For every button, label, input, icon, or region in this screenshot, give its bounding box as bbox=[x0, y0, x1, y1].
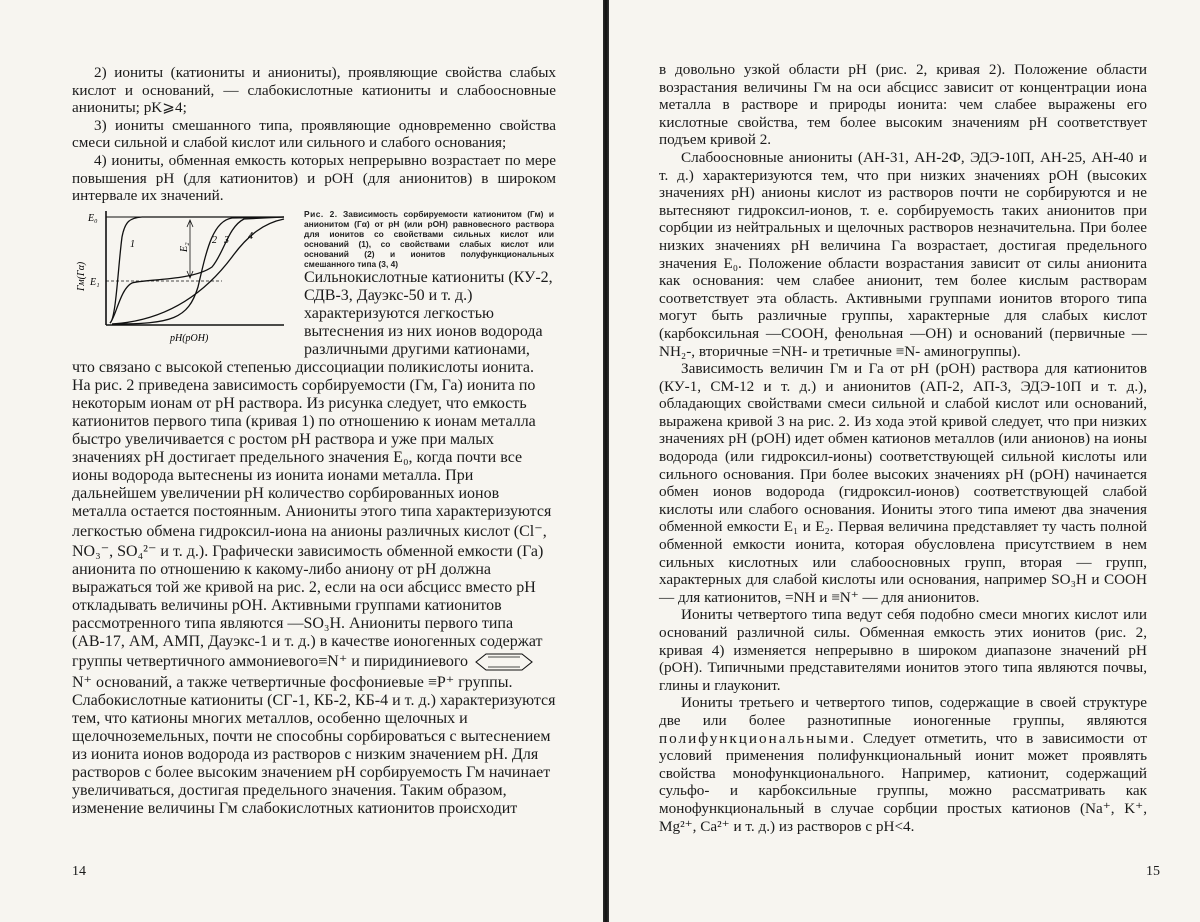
paragraph: 4) иониты, обменная емкость которых непрерывно возрастает по мере повышения pH (для катионитов) и pOH (для анионитов) в широком интервале их значений. bbox=[72, 151, 556, 205]
span-label-e2: E₂ bbox=[179, 242, 190, 252]
paragraph-text-continued: . Следует отметить, что в зависимости от условий применения полифункциональный ионит может проявлять свойства монофункционального. Например, катионит, содержащий сульфо- и карбоксильные группы, можно рассматривать как монофункциональный в случае сорбции простых катионов (Na⁺, K⁺, Mg²⁺, Ca²⁺ и т. д.) из растворов с pH<4. bbox=[659, 729, 1147, 835]
caption-text: Зависимость сорбируемости катионитом (Гм) и анионитом (Гα) от pH (или pOH) равновесного раствора для ионитов со свойствами сильных кислот или оснований (1), со свойствами слабых кислот или оснований (2) и ионитов полуфункциональных смешанного типа (3, 4) bbox=[304, 208, 554, 269]
left-text-column bbox=[72, 64, 556, 818]
paragraph: Иониты четвертого типа ведут себя подобно смеси многих кислот или оснований различной силы. Обменная емкость этих ионитов (рис. 2, кривая 4) изменяется непрерывно в широком диапазоне значений pH (pOH). Типичными представителями ионитов этого типа являются почвы, глины и глауконит. bbox=[659, 606, 1147, 694]
paragraph: 2) иониты (катиониты и аниониты), проявляющие свойства слабых кислот и оснований, — слабокислотные катиониты и слабоосновные аниониты; pK⩾4; bbox=[72, 64, 556, 117]
page-number-left: 14 bbox=[72, 864, 86, 879]
page-number-right: 15 bbox=[1146, 864, 1160, 879]
y-axis-label: Гм(Гα) bbox=[76, 261, 87, 291]
spaced-term: полифункциональными bbox=[659, 729, 851, 747]
level-label-e1: E₁ bbox=[90, 276, 100, 288]
paragraph: Зависимость величин Гм и Га от pH (pOH) раствора для катионитов (КУ-1, СМ-12 и т. д.) и анионитов (АП-2, АП-3, ЭДЭ-10П и т. д.), обладающих свойствами смеси сильной и слабой кислот или оснований, выражена кривой 3 на рис. 2. Из хода этой кривой следует, что при низких значениях pH (pOH) идет обмен катионов металлов (или анионов) на ионы водорода (или гидроксил-ионы) соответствующей сильной кислоты или сильного основания. При более высоких значениях pH (pOH) начинается обмен ионов водорода (гидроксил-ионов) соответствующей слабой кислоты или слабого основания. Иониты этого типа имеют два значения обменной емкости E₁ и E₂. Первая величина представляет ту часть полной обменной емкости ионита, которая обусловлена присутствием в нем сильных кислотных или слабоосновных групп, вторая — групп, характерных для слабой кислоты или основания, например SO₃H и COOH — для катионитов, =NH и ≡N⁺ — для анионитов. bbox=[659, 360, 1147, 606]
curve-label-1: 1 bbox=[130, 238, 135, 250]
paragraph bbox=[659, 694, 1147, 835]
figure-2 bbox=[72, 207, 294, 347]
paragraph-text: Сильнокислотные катиониты (КУ-2, СДВ-3, Дауэкс-50 и т. д.) характеризуются легкостью вытеснения из них ионов водорода различными другими катионами, что связано с высокой степенью диссоциации поликислоты ионита. На рис. 2 приведена зависимость сорбируемости (Гм, Га) ионита по некоторым ионам от pH раствора. Из рисунка следует, что емкость катионитов первого типа (кривая 1) по отношению к ионам металла быстро увеличивается с ростом pH раствора и уже при малых значениях pH достигает предельного значения E₀, когда почти все ионы водорода вытеснены из ионита ионами металла. При дальнейшем увеличении pH количество сорбированных ионов металла остается постоянным. Аниониты этого типа характеризуются легкостью обмена гидроксил-иона на анионы различных кислот (Cl⁻, NO₃⁻, SO₄²⁻ и т. д.). Графически зависимость обменной емкости (Га) анионита по отношению к какому-либо аниону от pH должна выражаться той же кривой на рис. 2, если на оси абсцисс вместо pH откладывать величины pOH. Активными группами катионитов рассмотренного типа являются —SO₃H. Аниониты первого типа (АВ-17, АМ, АМП, Дауэкс-1 и т. д.) в качестве ионогенных содержат группы четвертичного аммониевого bbox=[72, 268, 553, 670]
quaternary-ammonium-text: ≡N⁺ и пиридиниевого bbox=[318, 652, 469, 670]
right-page bbox=[609, 0, 1200, 922]
right-text-column bbox=[659, 61, 1147, 835]
caption-number: Рис. 2. bbox=[304, 208, 338, 219]
curve-label-3: 3 bbox=[224, 234, 229, 246]
curve-label-2: 2 bbox=[212, 234, 217, 246]
paragraph-text: Иониты третьего и четвертого типов, содержащие в своей структуре две или более разнотипные ионогенные группы, являются bbox=[659, 694, 1147, 729]
curve-label-4: 4 bbox=[248, 230, 253, 242]
paragraph: Слабоосновные аниониты (АН-31, АН-2Ф, ЭДЭ-10П, АН-25, АН-40 и т. д.) характеризуются тем, что при низких значениях pOH (высоких значениях pH) анионы кислот из растворов почти не сорбируются и не вытесняют гидроксил-ионов, т. е. сорбируемость таких анионитов при сорбции из нейтральных и щелочных растворов незначительна. При более низких значениях pH величина Га возрастает, достигая предельного значения E₀. Положение области возрастания зависит от силы анионита как основания: чем слабее анионит, тем более кислым растворам соответствует эта область. Активными группами ионитов второго типа могут быть различные группы, характерные для слабых кислот (карбоксильная —COOH, фенольная —OH) и оснований (первичные —NH₂-, вторичные =NH- и третичные ≡N- аминогруппы). bbox=[659, 148, 1147, 360]
paragraph: в довольно узкой области pH (рис. 2, кривая 2). Положение области возрастания величины Гм на оси абсцисс зависит от концентрации иона металла в растворе и природы ионита: чем слабее выражены его кислотные свойства, тем более высоким значениям pH соответствует подъем кривой 2. bbox=[659, 61, 1147, 149]
pyridinium-ring-icon bbox=[472, 652, 536, 672]
x-axis-label: pH(pOH) bbox=[170, 332, 209, 344]
paragraph: 3) иониты смешанного типа, проявляющие одновременно свойства смеси сильной и слабой кислот или сильного и слабого основания; bbox=[72, 116, 556, 152]
sorption-diagram bbox=[72, 207, 294, 347]
paragraph-text-continued: N⁺ оснований, а также четвертичные фосфониевые ≡P⁺ группы. Слабокислотные катиониты (СГ-1, КБ-2, КБ-4 и т. д.) характеризуются тем, что катионы многих металлов, особенно щелочных и щелочноземельных, почти не способны сорбироваться с вытеснением из ионита ионов водорода из растворов с низким значением pH. Для растворов с более высоким значением pH сорбируемость Гм начинает увеличиваться, достигая предельного значения. Таким образом, изменение величины Гм слабокислотных катионитов происходит bbox=[72, 674, 556, 818]
level-label-e0: E₀ bbox=[88, 212, 98, 224]
